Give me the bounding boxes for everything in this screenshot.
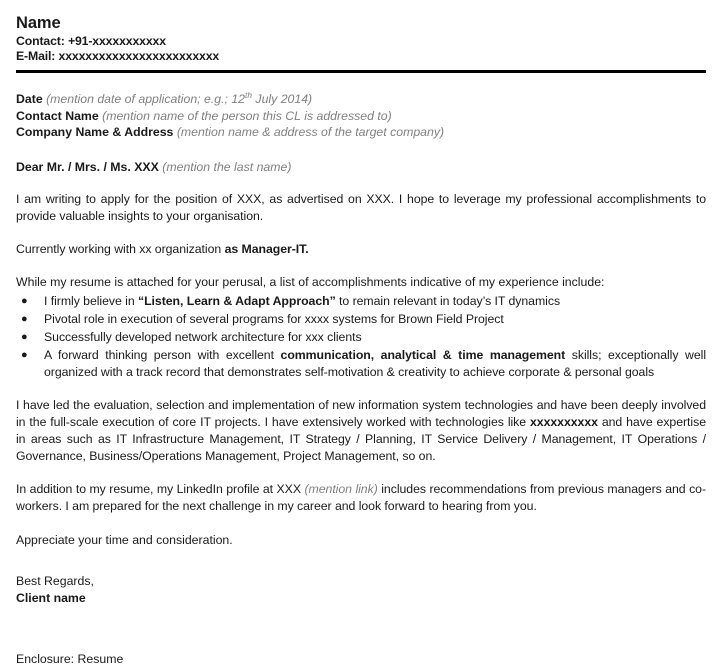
list-item [16,293,706,310]
sender-name: Name [16,14,61,32]
linkedin-text-pre: In addition to my resume, my LinkedIn profile at XXX [16,482,305,496]
current-role-title: as Manager-IT. [224,242,309,256]
sender-contact-line [16,34,706,49]
bullet-icon: ● [21,331,28,343]
letterhead-divider [16,70,706,73]
bullet-text-pre: A forward thinking person with excellent [44,348,281,362]
experience-text-post: and have expertise in areas such as IT Infrastructure Management, IT Strategy / Planning, IT Service Delivery / Management, IT Operations / Governance, Business/Operations Management, Project Management, so on. [16,415,706,463]
bullet-text-pre: Successfully developed network architecture for xxx clients [44,330,362,344]
date-label: Date [16,92,43,106]
salutation [16,159,706,176]
bullet-text-post: skills; exceptionally well organized with a track record that demonstrates self-motivation & creativity to achieve corporate & personal goals [44,348,707,379]
signature-name: Client name [16,591,86,605]
bullet-icon: ● [21,349,28,361]
accomplishments-list [16,293,706,381]
date-hint-post: July 2014) [252,92,313,106]
list-item [16,347,706,381]
company-address-line [16,124,706,141]
sign-off-line: Best Regards, [16,574,94,588]
salutation-hint: (mention the last name) [162,159,292,174]
date-hint-pre: (mention date of application; e.g.; 12 [46,92,246,106]
email-label: E-Mail: [16,49,56,63]
appreciation-line: Appreciate your time and consideration. [16,533,233,547]
email-value: xxxxxxxxxxxxxxxxxxxxxxxx [58,49,220,63]
bullet-text-bold: communication, analytical & time management [280,348,566,362]
company-address-hint: (mention name & address of the target company) [176,125,445,139]
bullet-text-pre: Pivotal role in execution of several programs for xxxx systems for Brown Field Project [44,312,504,326]
sender-email-line [16,49,706,64]
list-item [16,329,706,346]
linkedin-text-post: includes recommendations from previous managers and co-workers. I am prepared for the next challenge in my career and look forward to hearing from you. [16,482,707,513]
bullet-text-pre: I firmly believe in [44,294,138,308]
current-role-paragraph [16,241,706,258]
salutation-text: Dear Mr. / Mrs. / Ms. XXX [16,159,159,174]
bullet-text-post: to remain relevant in today’s IT dynamics [335,294,561,308]
contact-name-label: Contact Name [16,108,99,123]
linkedin-hint: (mention link) [304,482,378,496]
date-line [16,91,706,108]
experience-text-pre: I have led the evaluation, selection and implementation of new information system technologies and have been deeply involved in the full-scale execution of core IT projects. I have extensively worked with technologies like [16,398,706,429]
experience-paragraph [16,397,706,465]
bullet-icon: ● [21,295,28,307]
letterhead [16,14,706,73]
address-block [16,91,706,141]
accomplishments-lead-in: While my resume is attached for your perusal, a list of accomplishments indicative of my experience include: [16,275,605,289]
date-hint-ordinal: th [245,89,252,100]
bullet-text-bold: “Listen, Learn & Adapt Approach” [138,294,336,308]
company-address-label: Company Name & Address [16,125,174,139]
contact-value: +91-xxxxxxxxxxx [67,34,166,48]
enclosure-line: Enclosure: Resume [16,652,124,666]
list-item [16,311,706,328]
contact-name-line [16,108,706,125]
current-role-text: Currently working with xx organization [16,242,225,256]
bullet-icon: ● [21,313,28,325]
date-hint [46,89,313,106]
contact-label: Contact: [16,34,65,48]
experience-technologies: xxxxxxxxxx [530,415,598,429]
intro-paragraph: I am writing to apply for the position of XXX, as advertised on XXX. I hope to leverage my professional accomplishments to provide valuable insights to your organisation. [16,192,706,223]
linkedin-paragraph [16,481,706,515]
contact-name-hint: (mention name of the person this CL is addressed to) [102,108,392,123]
